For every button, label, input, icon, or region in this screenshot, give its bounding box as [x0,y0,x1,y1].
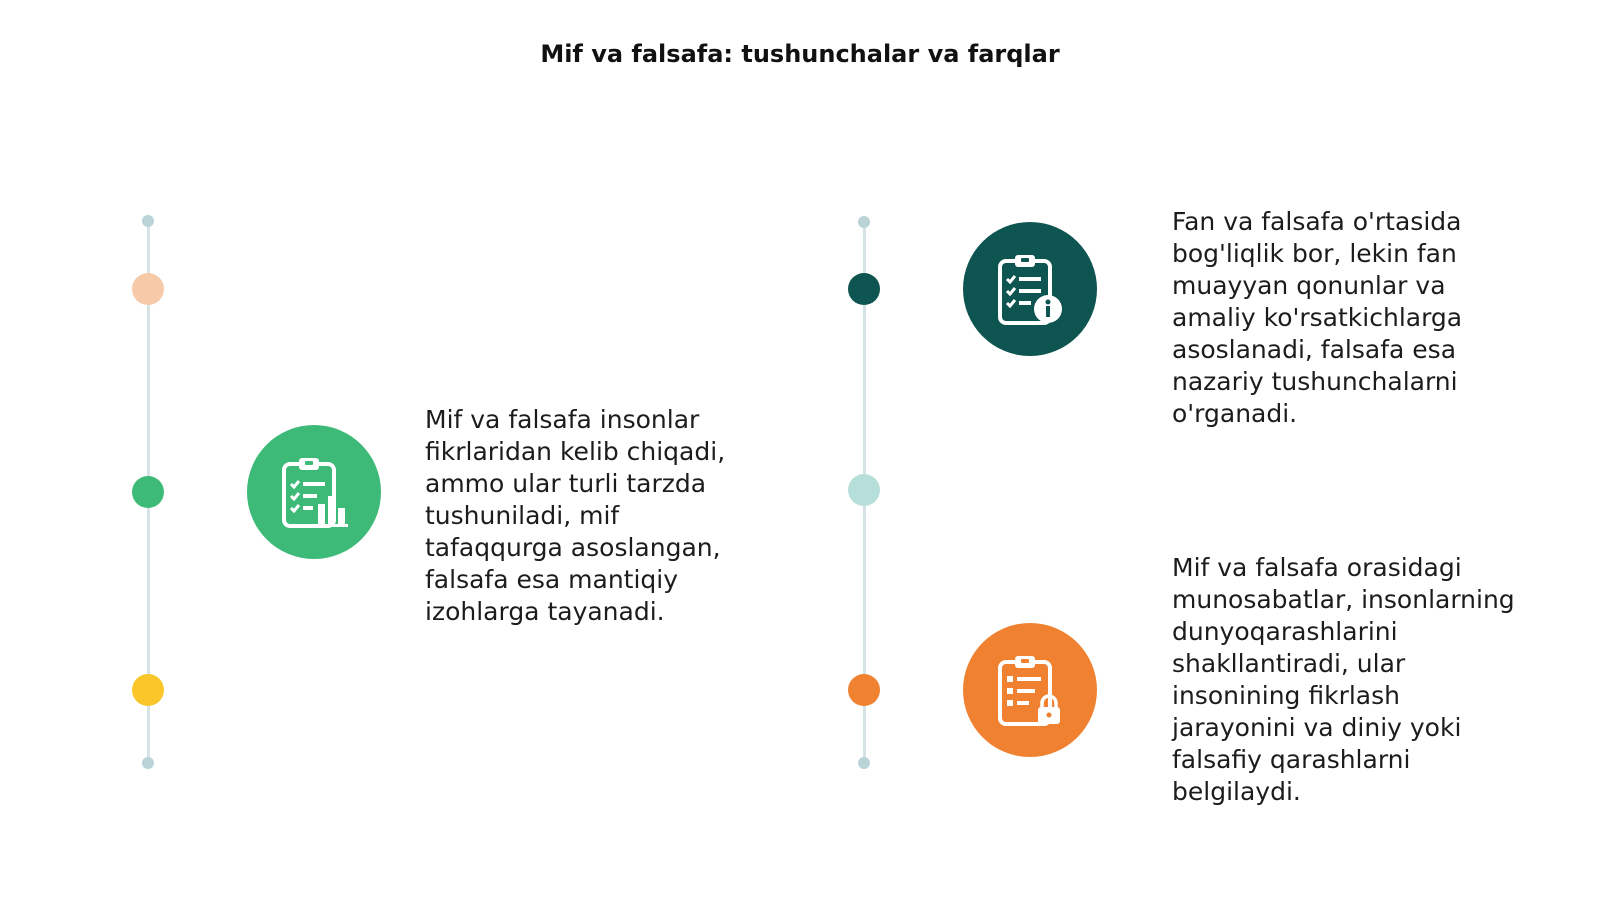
left-timeline-start-dot [142,215,154,227]
item-2-text: Fan va falsafa o'rtasida bog'liqlik bor, lekin fan muayyan qonunlar va amaliy ko'rsatkichlarga asoslanadi, falsafa esa nazariy tushunchalarni o'rganadi. [1172,207,1463,428]
right-timeline-end-dot [858,757,870,769]
item-1-icon-circle [247,425,381,559]
right-timeline-start-dot [858,216,870,228]
clipboard-chart-icon [274,452,354,532]
item-3-text: Mif va falsafa orasidagi munosabatlar, insonlarning dunyoqarashlarini shakllantiradi, ular insonining fikrlash jarayonini va diniy yoki falsafiy qarashlarni belgilaydi. [1172,553,1515,806]
left-timeline-dot-yellow [132,674,164,706]
item-3-icon-circle [963,623,1097,757]
right-timeline-dot-orange [848,674,880,706]
clipboard-info-icon [990,249,1070,329]
left-timeline-dot-green [132,476,164,508]
item-1-text: Mif va falsafa insonlar fikrlaridan kelib chiqadi, ammo ular turli tarzda tushuniladi, mif tafaqqurga asoslangan, falsafa esa mantiqiy izohlarga tayanadi. [425,405,726,626]
clipboard-lock-icon [990,650,1070,730]
item-2-icon-circle [963,222,1097,356]
left-timeline-dot-peach [132,273,164,305]
right-timeline-dot-light-teal [848,474,880,506]
right-timeline-dot-dark-teal [848,273,880,305]
left-timeline-end-dot [142,757,154,769]
page-title: Mif va falsafa: tushunchalar va farqlar [540,40,1060,68]
